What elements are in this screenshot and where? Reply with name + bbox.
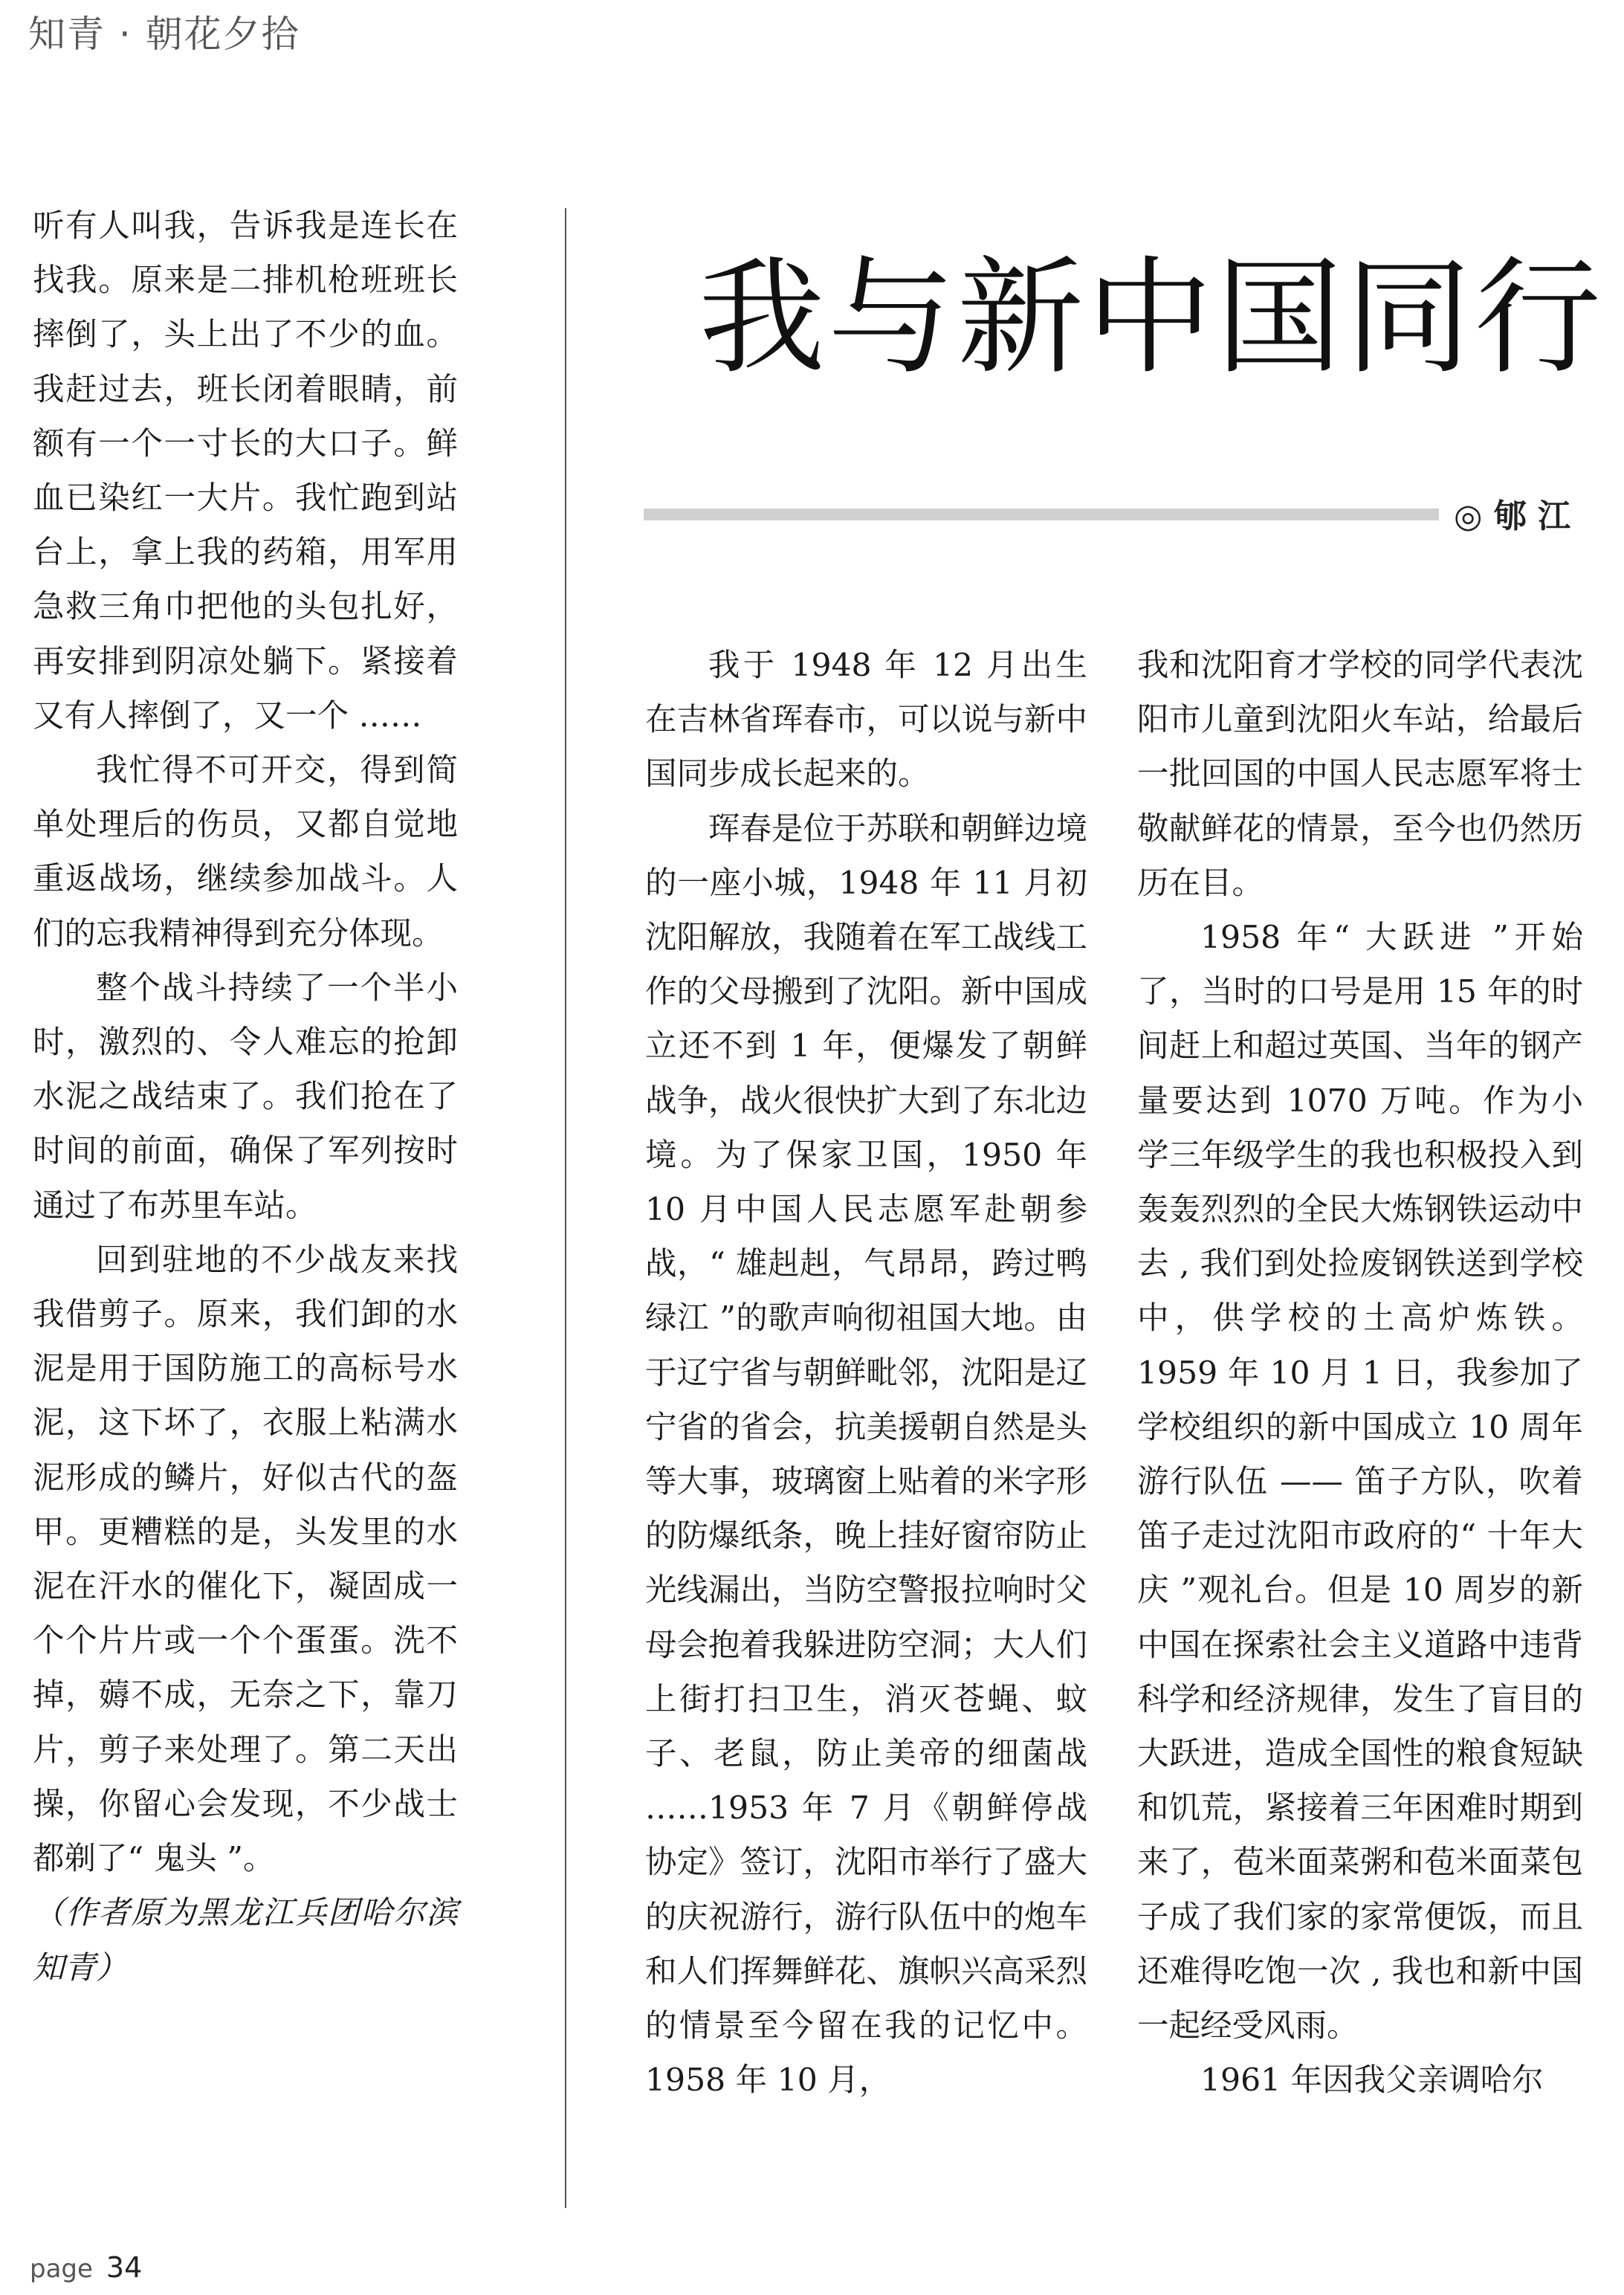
paragraph: 回到驻地的不少战友来找我借剪子。原来，我们卸的水泥是用于国防施工的高标号水泥，这下坏了，衣服上粘满水泥形成的鳞片，好似古代的盔甲。更糟糕的是，头发里的水泥在汗水的催化下，凝固成一个个片片或一个个蛋蛋。洗不掉，薅不成，无奈之下，靠刀片，剪子来处理了。第二天出操，你留心会发现，不少战士都剃了“ 鬼头 ”。 <box>33 1242 458 1878</box>
paragraph: 1958 年“ 大跃进 ”开始了，当时的口号是用 15 年的时间赶上和超过英国、当年的钢产量要达到 1070 万吨。作为小学三年级学生的我也积极投入到轰轰烈烈的全民大炼钢铁运动中去 , 我们到处捡废钢铁送到学校中，供学校的土高炉炼铁。1959 年 10 月 1 日，我参加了学校组织的新中国成立 10 周年游行队伍 —— 笛子方队，吹着笛子走过沈阳市政府的“ 十年大庆 ”观礼台。但是 10 周岁的新中国在探索社会主义道路中违背科学和经济规律，发生了盲目的大跃进，造成全国性的粮食短缺和饥荒，紧接着三年困难时期到来了，苞米面菜粥和苞米面菜包子成了我们家的家常便饭，而且还难得吃饱一次 , 我也和新中国一起经受风雨。 <box>1137 920 1583 2045</box>
column-divider <box>565 208 566 2208</box>
text-column-right <box>1137 639 1583 2108</box>
page-footer <box>30 2251 142 2284</box>
paragraph: 我和沈阳育才学校的同学代表沈阳市儿童到沈阳火车站，给最后一批回国的中国人民志愿军将士敬献鲜花的情景，至今也仍然历历在目。 <box>1137 648 1583 902</box>
article-title: 我与新中国同行 <box>699 245 1605 392</box>
text-column-left <box>33 199 458 1995</box>
author-name: 郇 江 <box>1493 497 1571 535</box>
paragraph: 1961 年因我父亲调哈尔 <box>1200 2062 1544 2099</box>
byline-mark: ◎ <box>1454 497 1483 535</box>
section-header: 知青 · 朝花夕拾 <box>28 13 300 56</box>
paragraph: 我于 1948 年 12 月出生在吉林省珲春市，可以说与新中国同步成长起来的。 <box>645 648 1088 793</box>
paragraph: 整个战斗持续了一个半小时，激烈的、令人难忘的抢卸水泥之战结束了。我们抢在了时间的前面，确保了军列按时通过了布苏里车站。 <box>33 969 458 1224</box>
paragraph: 听有人叫我，告诉我是连长在找我。原来是二排机枪班班长摔倒了，头上出了不少的血。我赶过去，班长闭着眼睛，前额有一个一寸长的大口子。鲜血已染红一大片。我忙跑到站台上，拿上我的药箱，用军用急救三角巾把他的头包扎好，再安排到阴凉处躺下。紧接着又有人摔倒了，又一个 …… <box>33 208 458 735</box>
page-number: 34 <box>106 2251 143 2284</box>
text-column-middle <box>645 639 1087 2108</box>
paragraph: 我忙得不可开交，得到简单处理后的伤员，又都自觉地重返战场，继续参加战斗。人们的忘我精神得到充分体现。 <box>33 752 458 952</box>
author-byline <box>1454 489 1570 537</box>
author-note: （作者原为黑龙江兵团哈尔滨知青） <box>33 1895 458 1986</box>
title-underline-bar <box>644 509 1439 520</box>
paragraph: 珲春是位于苏联和朝鲜边境的一座小城，1948 年 11 月初沈阳解放，我随着在军工战线工作的父母搬到了沈阳。新中国成立还不到 1 年，便爆发了朝鲜战争，战火很快扩大到了东北边境。为了保家卫国，1950 年 10 月中国人民志愿军赴朝参战，“ 雄赳赳，气昂昂，跨过鸭绿江 ”的歌声响彻祖国大地。由于辽宁省与朝鲜毗邻，沈阳是辽宁省的省会，抗美援朝自然是头等大事，玻璃窗上贴着的米字形的防爆纸条，晚上挂好窗帘防止光线漏出，当防空警报拉响时父母会抱着我躲进防空洞；大人们上街打扫卫生，消灭苍蝇、蚊子、老鼠，防止美帝的细菌战 ……1953 年 7 月《朝鲜停战协定》签订，沈阳市举行了盛大的庆祝游行，游行队伍中的炮车和人们挥舞鲜花、旗帜兴高采烈的情景至今留在我的记忆中。1958 年 10 月， <box>645 810 1088 2099</box>
page-label: page <box>30 2254 93 2284</box>
